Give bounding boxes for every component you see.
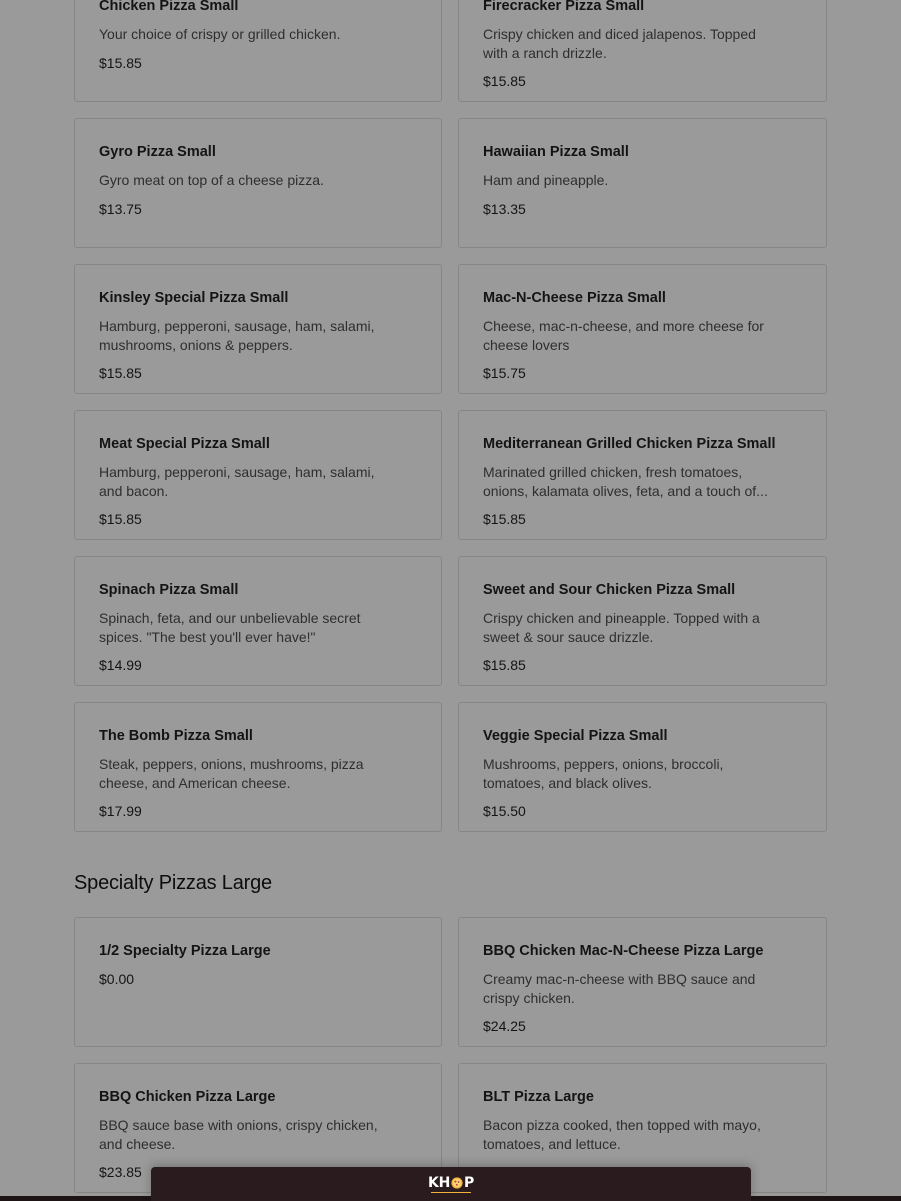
- menu-item-name: BLT Pizza Large: [483, 1089, 594, 1105]
- menu-item-name: Firecracker Pizza Small: [483, 0, 645, 14]
- menu-item-description: Steak, peppers, onions, mushrooms, pizza cheese, and American cheese.: [99, 756, 364, 791]
- menu-item-price: $0.00: [99, 971, 135, 987]
- menu-item-description: BBQ sauce base with onions, crispy chicken, and cheese.: [99, 1117, 378, 1152]
- bottom-banner[interactable]: [151, 1167, 751, 1201]
- menu-item-card[interactable]: [458, 410, 827, 540]
- menu-item-card[interactable]: [74, 118, 442, 248]
- menu-item-price: $13.75: [99, 200, 142, 217]
- menu-item-price: $15.85: [99, 365, 142, 381]
- menu-item-description: Mushrooms, peppers, onions, broccoli, tomatoes, and black olives.: [483, 756, 724, 791]
- menu-item-description: Bacon pizza cooked, then topped with mayo, tomatoes, and lettuce.: [483, 1117, 761, 1152]
- menu-item-description: Marinated grilled chicken, fresh tomatoes, onions, kalamata olives, feta, and a touch of...: [483, 464, 768, 499]
- menu-item-name: Mediterranean Grilled Chicken Pizza Small: [483, 436, 776, 452]
- menu-item-price: $15.85: [99, 54, 142, 71]
- small-pizzas-grid: [74, 0, 827, 832]
- menu-item-description: Ham and pineapple.: [483, 172, 609, 188]
- menu-item-name: Veggie Special Pizza Small: [483, 728, 668, 744]
- menu-item-card[interactable]: [74, 702, 442, 832]
- menu-item-name: BBQ Chicken Mac-N-Cheese Pizza Large: [483, 943, 764, 959]
- menu-item-price: $23.85: [99, 1164, 142, 1180]
- menu-item-price: $15.50: [483, 803, 526, 819]
- menu-item-card[interactable]: [458, 118, 827, 248]
- menu-item-price: $13.35: [483, 200, 526, 217]
- menu-item-card[interactable]: [458, 0, 827, 102]
- menu-item-price: $24.25: [483, 1018, 526, 1034]
- menu-item-description: Hamburg, pepperoni, sausage, ham, salami, and bacon.: [99, 464, 375, 499]
- menu-item-name: Spinach Pizza Small: [99, 582, 239, 598]
- menu-item-price: $15.75: [483, 365, 526, 381]
- menu-item-description: Creamy mac-n-cheese with BBQ sauce and crispy chicken.: [483, 971, 756, 1006]
- logo-tagline-mark: [431, 1191, 471, 1195]
- logo-text-left: KH: [428, 1175, 450, 1191]
- menu-item-price: $15.85: [483, 73, 526, 89]
- menu-item-description: Crispy chicken and pineapple. Topped with a sweet & sour sauce drizzle.: [483, 610, 760, 645]
- menu-item-price: $15.85: [99, 511, 142, 527]
- menu-item-name: Mac-N-Cheese Pizza Small: [483, 290, 666, 306]
- menu-item-card[interactable]: [74, 917, 442, 1047]
- menu-item-name: Hawaiian Pizza Small: [483, 144, 629, 160]
- section-title-large: Specialty Pizzas Large: [74, 872, 272, 894]
- menu-item-name: The Bomb Pizza Small: [99, 728, 253, 744]
- menu-item-name: Meat Special Pizza Small: [99, 436, 270, 452]
- menu-item-card[interactable]: [74, 410, 442, 540]
- menu-item-card[interactable]: [458, 702, 827, 832]
- menu-item-card[interactable]: [458, 264, 827, 394]
- menu-item-card[interactable]: [458, 917, 827, 1047]
- logo-text-right: P: [464, 1175, 474, 1191]
- menu-item-description: Spinach, feta, and our unbelievable secret spices. "The best you'll ever have!": [99, 610, 361, 645]
- logo-wordmark: [428, 1176, 474, 1190]
- menu-item-price: $15.85: [483, 511, 526, 527]
- menu-item-name: 1/2 Specialty Pizza Large: [99, 943, 271, 959]
- pizza-icon: [451, 1177, 463, 1189]
- menu-item-card[interactable]: [74, 264, 442, 394]
- menu-item-description: Crispy chicken and diced jalapenos. Topped with a ranch drizzle.: [483, 26, 756, 61]
- menu-item-card[interactable]: [74, 0, 442, 102]
- menu-item-name: Kinsley Special Pizza Small: [99, 290, 289, 306]
- menu-item-card[interactable]: [458, 556, 827, 686]
- menu-item-name: Chicken Pizza Small: [99, 0, 239, 14]
- menu-item-price: $17.99: [99, 803, 142, 819]
- menu-item-name: BBQ Chicken Pizza Large: [99, 1089, 276, 1105]
- menu-item-card[interactable]: [74, 556, 442, 686]
- menu-item-description: Your choice of crispy or grilled chicken.: [99, 26, 341, 42]
- menu-item-description: Gyro meat on top of a cheese pizza.: [99, 172, 324, 188]
- menu-item-name: Sweet and Sour Chicken Pizza Small: [483, 582, 736, 598]
- restaurant-logo[interactable]: [425, 1176, 477, 1196]
- menu-item-description: Hamburg, pepperoni, sausage, ham, salami, mushrooms, onions & peppers.: [99, 318, 375, 353]
- large-pizzas-grid: [74, 917, 827, 1193]
- menu-item-price: $14.99: [99, 657, 142, 673]
- menu-item-price: $15.85: [483, 657, 526, 673]
- menu-item-description: Cheese, mac-n-cheese, and more cheese for cheese lovers: [483, 318, 764, 353]
- menu-item-name: Gyro Pizza Small: [99, 144, 216, 160]
